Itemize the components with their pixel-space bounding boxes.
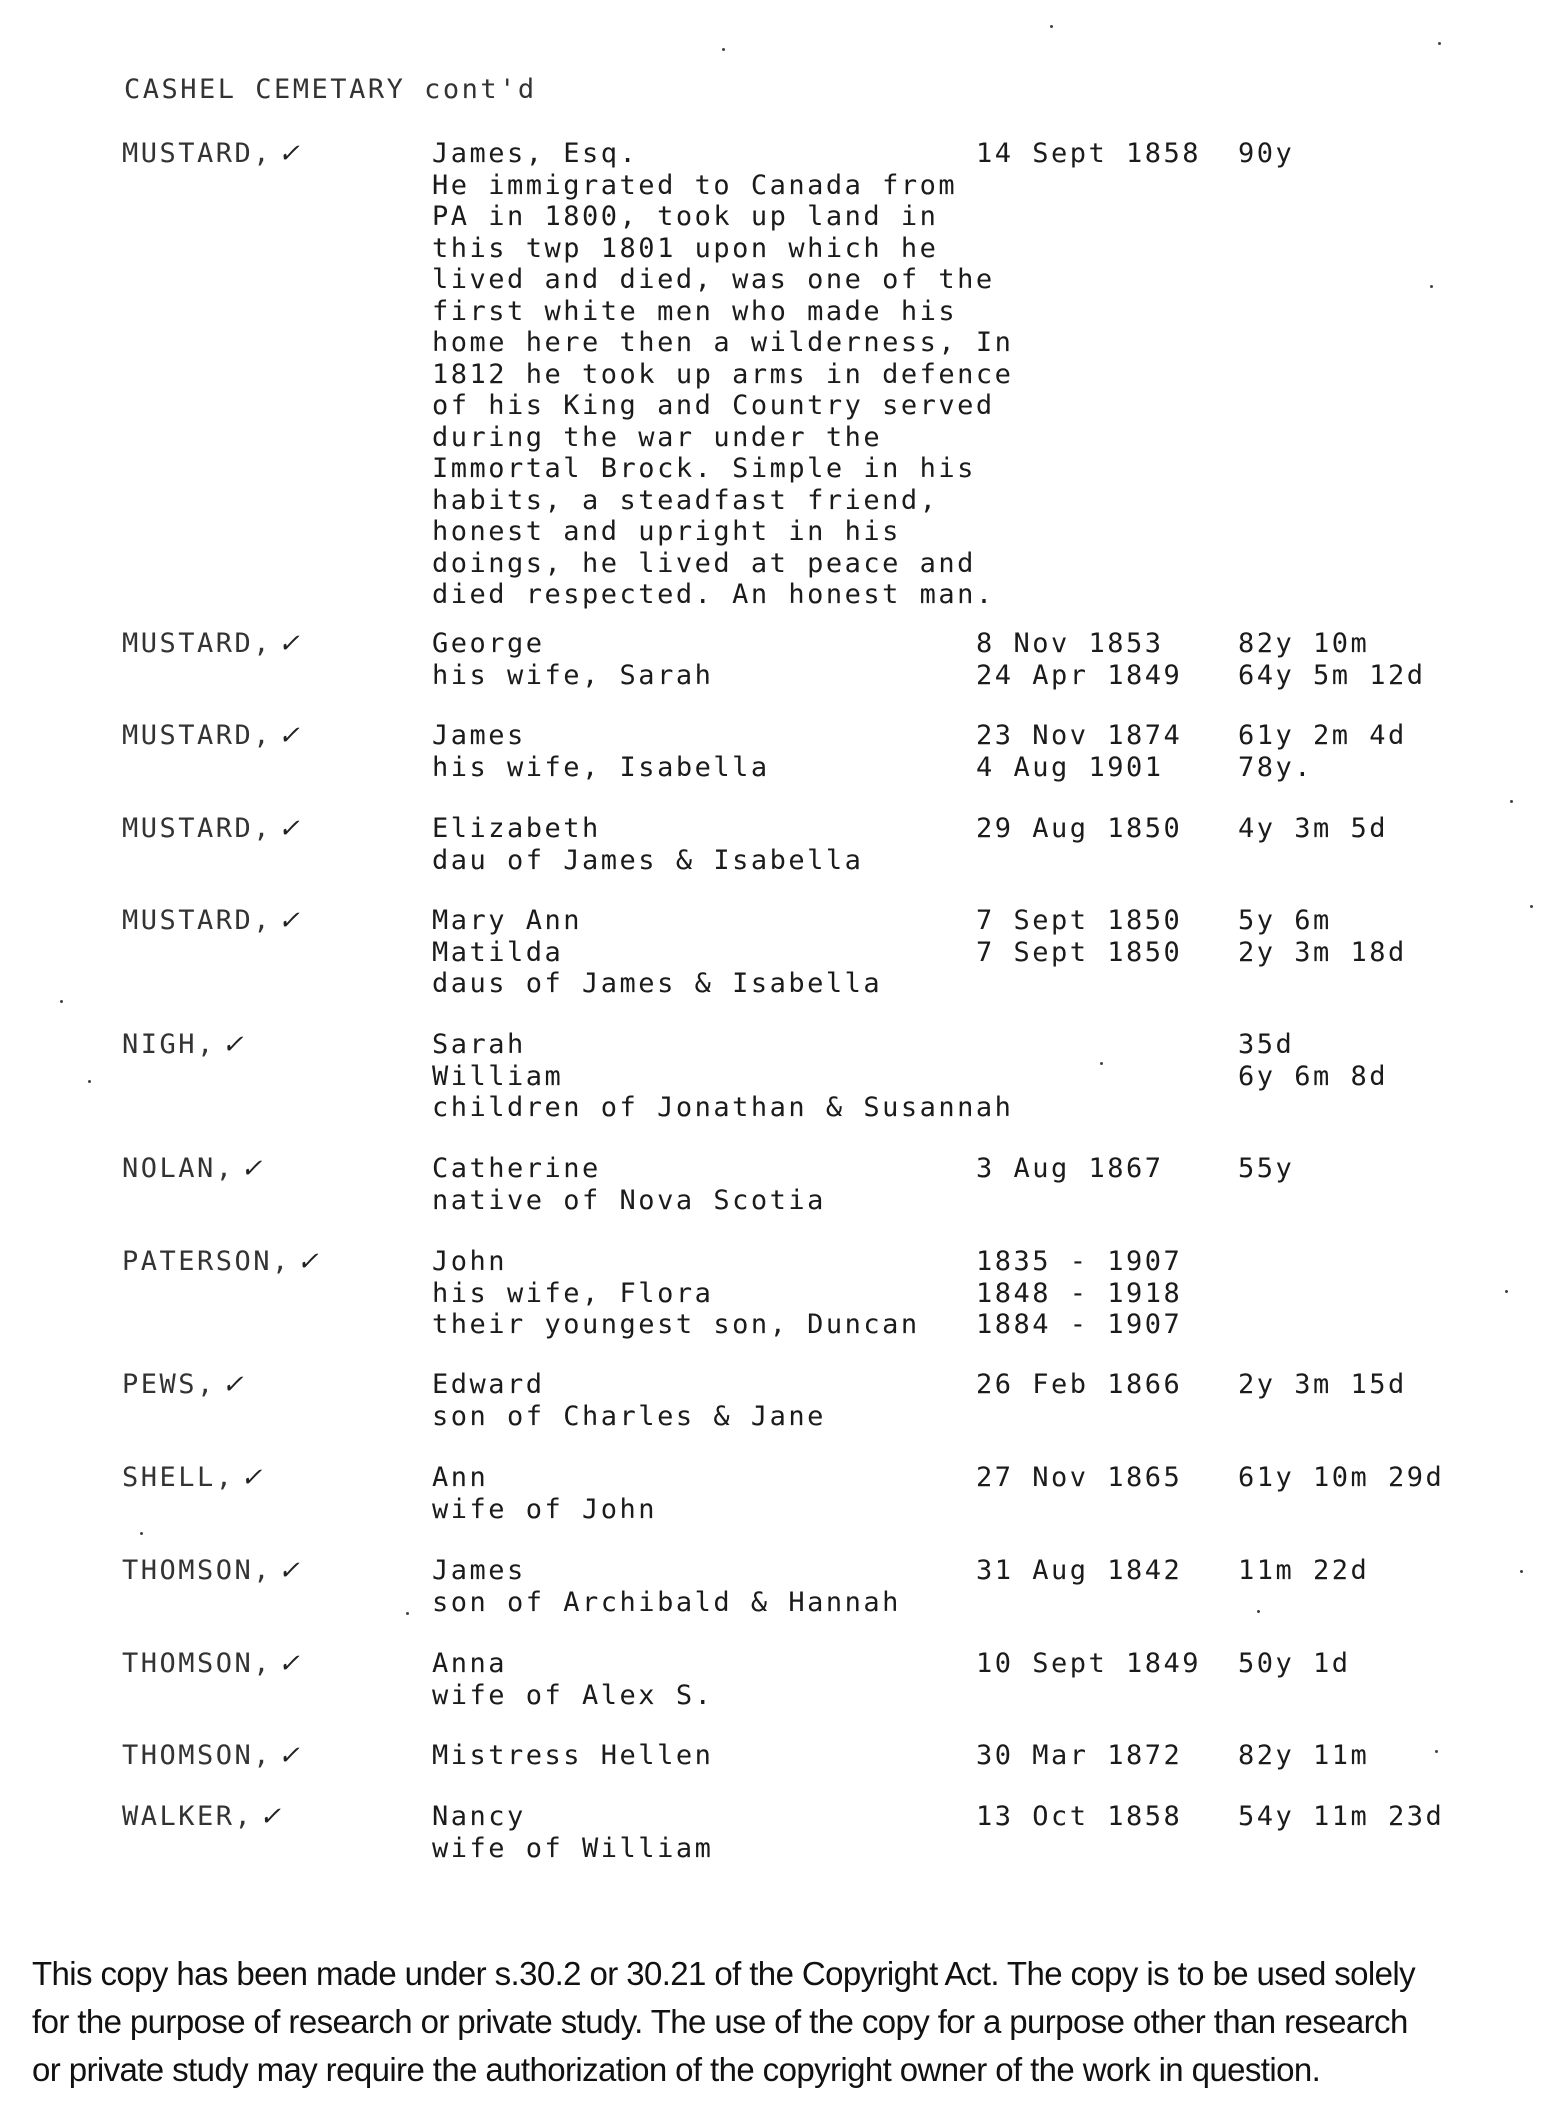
entry-surname — [122, 1369, 246, 1400]
entry-name-line: William — [432, 1060, 564, 1092]
entry-age-line: 11m 22d — [1238, 1555, 1370, 1586]
entry-name-line: dau of James & Isabella — [432, 844, 864, 876]
entry-name-line: children of Jonathan & Susannah — [432, 1092, 1014, 1123]
entry-age-line: 54y 11m 23d — [1238, 1801, 1445, 1832]
entry-name-line: of his King and Country served — [432, 390, 995, 421]
entry-name-line: wife of William — [432, 1832, 714, 1864]
entry-date-line: 3 Aug 1867 — [976, 1153, 1164, 1184]
entry-ages-column — [1238, 813, 1388, 845]
entry-age-line: 50y 1d — [1238, 1648, 1351, 1679]
surname-text: THOMSON, — [122, 1555, 273, 1586]
scan-speck — [1530, 905, 1533, 908]
entry-names-column — [432, 720, 770, 783]
surname-text: PEWS, — [122, 1369, 216, 1400]
entry-date-line: 1835 - 1907 — [976, 1246, 1183, 1277]
entry-name-line: wife of Alex S. — [432, 1679, 714, 1711]
surname-text: MUSTARD, — [122, 813, 273, 844]
entry-dates-column — [976, 138, 1201, 170]
entry-date-line: 26 Feb 1866 — [976, 1369, 1183, 1400]
entry-ages-column — [1238, 1029, 1388, 1092]
entry-names-column — [432, 1648, 713, 1711]
entry-surname — [122, 813, 302, 844]
entry-date-line: 8 Nov 1853 — [976, 628, 1164, 659]
entry-dates-column — [976, 1462, 1182, 1494]
entry-name-line: Anna — [432, 1648, 508, 1679]
entry-age-line: 5y 6m — [1238, 905, 1332, 936]
entry-date-line: 7 Sept 1850 — [976, 905, 1183, 936]
entry-name-line: son of Archibald & Hannah — [432, 1586, 901, 1618]
entry-name-line: Sarah — [432, 1029, 526, 1060]
entry-dates-column — [976, 1648, 1201, 1680]
entry-name-line: doings, he lived at peace and — [432, 547, 976, 579]
entry-surname — [122, 905, 302, 936]
entry-ages-column — [1238, 1369, 1407, 1401]
entry-names-column — [432, 1246, 920, 1341]
entry-names-column — [432, 1462, 657, 1525]
entry-dates-column — [976, 1740, 1182, 1772]
checkmark-icon: ✓ — [240, 1154, 265, 1184]
entry-names-column — [432, 628, 713, 691]
entry-date-line: 24 Apr 1849 — [976, 659, 1183, 691]
checkmark-icon: ✓ — [278, 1741, 303, 1771]
scan-speck — [1430, 285, 1433, 288]
entry-age-line: 55y — [1238, 1153, 1295, 1184]
surname-text: MUSTARD, — [122, 628, 273, 659]
entry-name-line: Catherine — [432, 1153, 601, 1184]
entry-dates-column — [976, 1555, 1182, 1587]
entry-ages-column — [1238, 138, 1294, 170]
entry-name-line: James — [432, 720, 526, 751]
entry-names-column — [432, 1029, 1013, 1124]
scan-speck — [1257, 1610, 1260, 1613]
entry-age-line: 61y 2m 4d — [1238, 720, 1407, 751]
checkmark-icon: ✓ — [221, 1030, 247, 1060]
surname-text: NOLAN, — [122, 1153, 235, 1184]
entry-name-line: James, Esq. — [432, 138, 639, 169]
scan-speck — [1510, 800, 1513, 803]
entry-names-column — [432, 1740, 713, 1772]
entry-age-line: 82y 11m — [1238, 1740, 1370, 1771]
entry-age-line: 35d — [1238, 1029, 1295, 1060]
scan-speck — [1438, 42, 1441, 45]
entry-name-line: during the war under the — [432, 421, 883, 453]
entry-names-column — [432, 1801, 713, 1864]
entry-dates-column — [976, 720, 1182, 783]
entry-ages-column — [1238, 1801, 1444, 1833]
surname-text: NIGH, — [122, 1029, 216, 1060]
entry-name-line: George — [432, 628, 545, 659]
entry-date-line: 1848 - 1918 — [976, 1277, 1183, 1309]
entry-name-line: first white men who made his — [432, 295, 958, 327]
entry-age-line: 6y 6m 8d — [1238, 1060, 1389, 1092]
entry-dates-column — [976, 1246, 1182, 1341]
scan-speck — [88, 1080, 91, 1083]
surname-text: THOMSON, — [122, 1740, 273, 1771]
entry-name-line: PA in 1800, took up land in — [432, 201, 939, 232]
checkmark-icon: ✓ — [278, 721, 303, 751]
entry-dates-column — [976, 905, 1182, 968]
entry-name-line: daus of James & Isabella — [432, 968, 883, 999]
surname-text: SHELL, — [122, 1462, 235, 1493]
entry-surname — [122, 1462, 265, 1493]
entry-date-line: 27 Nov 1865 — [976, 1462, 1183, 1493]
entry-name-line: James — [432, 1555, 526, 1586]
entry-age-line: 78y. — [1238, 751, 1314, 783]
surname-text: PATERSON, — [122, 1246, 291, 1277]
entry-name-line: son of Charles & Jane — [432, 1400, 826, 1432]
entry-name-line: Edward — [432, 1369, 545, 1400]
checkmark-icon: ✓ — [240, 1463, 265, 1493]
entry-date-line: 30 Mar 1872 — [976, 1740, 1183, 1771]
entry-age-line: 90y — [1238, 138, 1295, 169]
entry-surname — [122, 138, 302, 169]
entry-name-line: their youngest son, Duncan — [432, 1309, 920, 1340]
entry-name-line: habits, a steadfast friend, — [432, 484, 939, 516]
copyright-line: or private study may require the authorization of the copyright owner of the work in question. — [32, 2051, 1321, 2088]
entry-age-line: 61y 10m 29d — [1238, 1462, 1445, 1493]
entry-name-line: home here then a wilderness, In — [432, 327, 1014, 358]
entry-dates-column — [976, 1801, 1182, 1833]
entry-name-line: John — [432, 1246, 508, 1277]
entry-names-column — [432, 813, 863, 876]
entry-name-line: Immortal Brock. Simple in his — [432, 453, 976, 484]
entry-ages-column — [1238, 905, 1407, 968]
entry-age-line: 4y 3m 5d — [1238, 813, 1389, 844]
entry-dates-column — [976, 813, 1182, 845]
entry-name-line: this twp 1801 upon which he — [432, 232, 939, 264]
entry-name-line: honest and upright in his — [432, 516, 901, 547]
entry-surname — [122, 1648, 302, 1679]
entry-date-line: 31 Aug 1842 — [976, 1555, 1183, 1586]
entry-name-line: his wife, Flora — [432, 1277, 714, 1309]
entry-name-line: wife of John — [432, 1493, 658, 1525]
entry-date-line: 4 Aug 1901 — [976, 751, 1164, 783]
checkmark-icon: ✓ — [278, 906, 303, 936]
checkmark-icon: ✓ — [278, 1556, 303, 1586]
surname-text: MUSTARD, — [122, 720, 273, 751]
surname-text: MUSTARD, — [122, 905, 273, 936]
copyright-notice — [32, 1950, 1532, 2094]
entry-age-line: 82y 10m — [1238, 628, 1370, 659]
entry-date-line: 13 Oct 1858 — [976, 1801, 1183, 1832]
entry-surname — [122, 1246, 321, 1277]
entry-dates-column — [976, 1369, 1182, 1401]
entry-names-column — [432, 138, 1013, 611]
entry-age-line: 64y 5m 12d — [1238, 659, 1426, 691]
scan-speck — [60, 1000, 63, 1003]
surname-text: THOMSON, — [122, 1648, 273, 1679]
entry-surname — [122, 1555, 302, 1586]
checkmark-icon: ✓ — [296, 1247, 322, 1277]
checkmark-icon: ✓ — [278, 814, 303, 844]
scan-speck — [1505, 1290, 1508, 1293]
entry-name-line: Nancy — [432, 1801, 526, 1832]
entry-name-line: Mary Ann — [432, 905, 583, 936]
entry-ages-column — [1238, 1648, 1351, 1680]
entry-surname — [122, 628, 302, 659]
checkmark-icon: ✓ — [278, 629, 303, 659]
entry-name-line: died respected. An honest man. — [432, 579, 995, 610]
entry-date-line: 10 Sept 1849 — [976, 1648, 1202, 1679]
entry-dates-column — [976, 628, 1182, 691]
entry-ages-column — [1238, 1740, 1369, 1772]
entry-ages-column — [1238, 1153, 1294, 1185]
entry-name-line: lived and died, was one of the — [432, 264, 995, 295]
entry-ages-column — [1238, 1462, 1444, 1494]
page-header: CASHEL CEMETARY cont'd — [124, 74, 537, 105]
entry-dates-column — [976, 1153, 1164, 1185]
entry-name-line: Mistress Hellen — [432, 1740, 714, 1771]
checkmark-icon: ✓ — [221, 1370, 247, 1400]
scan-speck — [1520, 1570, 1523, 1573]
entry-name-line: his wife, Isabella — [432, 751, 770, 783]
entry-date-line: 23 Nov 1874 — [976, 720, 1183, 751]
entry-age-line: 2y 3m 18d — [1238, 936, 1407, 968]
entry-surname — [122, 1801, 284, 1832]
entry-ages-column — [1238, 628, 1426, 691]
surname-text: WALKER, — [122, 1801, 254, 1832]
entry-names-column — [432, 1555, 901, 1618]
entry-ages-column — [1238, 1555, 1369, 1587]
scan-speck — [1050, 25, 1053, 28]
checkmark-icon: ✓ — [259, 1802, 284, 1832]
entry-surname — [122, 720, 302, 751]
entry-date-line: 14 Sept 1858 — [976, 138, 1202, 169]
entry-name-line: Matilda — [432, 936, 564, 968]
entry-names-column — [432, 1369, 826, 1432]
entry-name-line: Elizabeth — [432, 813, 601, 844]
copyright-line: for the purpose of research or private study. The use of the copy for a purpose other than research — [32, 2003, 1408, 2040]
scan-speck — [1100, 1062, 1103, 1065]
entry-names-column — [432, 905, 882, 1000]
entry-name-line: Ann — [432, 1462, 489, 1493]
entry-date-line: 7 Sept 1850 — [976, 936, 1183, 968]
entry-name-line: his wife, Sarah — [432, 659, 714, 691]
scan-speck — [1435, 1750, 1438, 1753]
entry-names-column — [432, 1153, 826, 1216]
entry-date-line: 1884 - 1907 — [976, 1309, 1183, 1340]
scan-speck — [140, 1532, 143, 1535]
entry-name-line: He immigrated to Canada from — [432, 169, 958, 201]
entry-surname — [122, 1740, 302, 1771]
checkmark-icon: ✓ — [278, 1649, 303, 1679]
entry-age-line: 2y 3m 15d — [1238, 1369, 1407, 1400]
entry-surname — [122, 1153, 265, 1184]
scan-speck — [406, 1612, 409, 1615]
scan-speck — [722, 48, 725, 51]
copyright-line: This copy has been made under s.30.2 or 30.21 of the Copyright Act. The copy is to be used solely — [32, 1955, 1416, 1992]
entry-name-line: 1812 he took up arms in defence — [432, 358, 1014, 390]
checkmark-icon: ✓ — [278, 139, 303, 169]
entry-name-line: native of Nova Scotia — [432, 1184, 826, 1216]
entry-ages-column — [1238, 720, 1407, 783]
surname-text: MUSTARD, — [122, 138, 273, 169]
entry-surname — [122, 1029, 246, 1060]
entry-date-line: 29 Aug 1850 — [976, 813, 1183, 844]
